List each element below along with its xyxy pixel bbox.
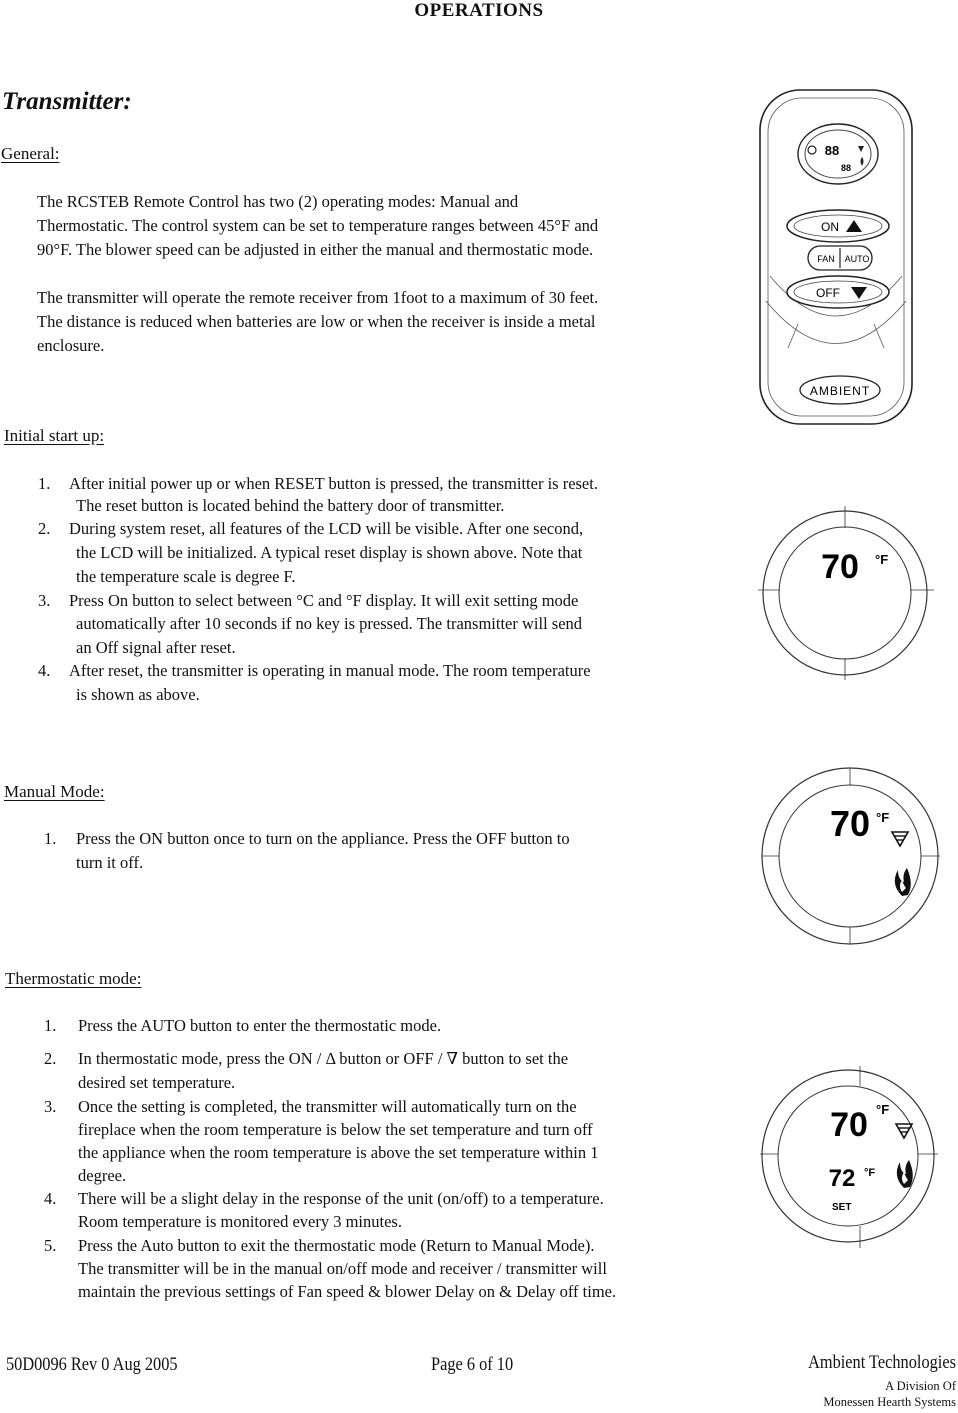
list-item-line: In thermostatic mode, press the ON / Δ button or OFF / ∇ button to set the: [78, 1049, 569, 1068]
on-button[interactable]: [787, 210, 889, 242]
list-item-line: The transmitter will be in the manual on/off mode and receiver / transmitter will: [78, 1259, 607, 1278]
parent-company: Monessen Hearth Systems: [823, 1395, 956, 1409]
room-temperature: 70: [821, 548, 859, 586]
list-number: 3.: [44, 1097, 57, 1116]
list-number: 2.: [38, 519, 51, 538]
general-p1-line: 90°F. The blower speed can be adjusted in either the manual and thermostatic mode.: [37, 240, 594, 259]
list-item-line: After initial power up or when RESET button is pressed, the transmitter is reset.: [69, 474, 598, 493]
room-temperature: 70: [830, 1106, 868, 1144]
general-p2-line: enclosure.: [37, 336, 105, 355]
remote-lcd-sub: 88: [840, 163, 852, 173]
set-label: SET: [832, 1202, 852, 1213]
list-item-line: The reset button is located behind the battery door of transmitter.: [76, 496, 505, 515]
auto-button-label: AUTO: [844, 254, 870, 264]
off-button-label: OFF: [816, 286, 840, 300]
list-item-line: Press the Auto button to exit the thermostatic mode (Return to Manual Mode).: [78, 1236, 595, 1255]
general-p2-line: The transmitter will operate the remote receiver from 1foot to a maximum of 30 feet.: [37, 288, 599, 307]
off-button[interactable]: [787, 276, 889, 308]
list-item-line: is shown as above.: [76, 685, 200, 704]
set-temperature-unit: °F: [864, 1167, 876, 1179]
remote-lcd: [798, 124, 878, 184]
list-item-line: the temperature scale is degree F.: [76, 567, 296, 586]
list-number: 5.: [44, 1236, 57, 1255]
document-id: 50D0096 Rev 0 Aug 2005: [6, 1354, 178, 1375]
fan-auto-button-group: [808, 246, 872, 270]
lcd-reset-display: [756, 502, 938, 684]
list-item-line: There will be a slight delay in the response of the unit (on/off) to a temperature.: [78, 1189, 604, 1208]
list-item-line: Press the ON button once to turn on the appliance. Press the OFF button to: [76, 829, 570, 848]
list-number: 1.: [44, 829, 57, 848]
list-item-line: the LCD will be initialized. A typical reset display is shown above. Note that: [76, 543, 583, 562]
company-division: A Division Of: [885, 1379, 956, 1393]
page-number: Page 6 of 10: [431, 1354, 514, 1375]
fan-button-label: FAN: [817, 254, 835, 264]
list-number: 2.: [44, 1049, 57, 1068]
section-title-transmitter: Transmitter:: [2, 88, 132, 115]
company-name: Ambient Technologies: [808, 1352, 956, 1373]
list-item-line: degree.: [78, 1166, 127, 1185]
list-item-line: an Off signal after reset.: [76, 638, 236, 657]
general-p1-line: Thermostatic. The control system can be set to temperature ranges between 45°F and: [37, 216, 599, 235]
list-item-line: Press the AUTO button to enter the thermostatic mode.: [78, 1016, 442, 1035]
list-number: 1.: [38, 474, 51, 493]
lcd-manual-display: [756, 764, 946, 948]
list-item-line: turn it off.: [76, 853, 144, 872]
auto-button[interactable]: [845, 254, 870, 264]
remote-control-illustration: [756, 86, 918, 430]
general-p1-line: The RCSTEB Remote Control has two (2) operating modes: Manual and: [37, 192, 519, 211]
list-number: 3.: [38, 591, 51, 610]
general-heading: General:: [1, 144, 60, 163]
initial-heading: Initial start up:: [4, 426, 105, 445]
temperature-unit: °F: [876, 810, 890, 825]
list-item-line: maintain the previous settings of Fan speed & blower Delay on & Delay off time.: [78, 1282, 617, 1301]
list-item-line: Room temperature is monitored every 3 minutes.: [78, 1212, 402, 1231]
lcd-thermostatic-display: [756, 1060, 942, 1252]
temperature-unit: °F: [876, 1102, 890, 1117]
brand-label: AMBIENT: [809, 384, 871, 398]
set-temperature: 72: [828, 1165, 856, 1192]
list-item-line: Press On button to select between °C and °F display. It will exit setting mode: [69, 591, 579, 610]
thermostatic-heading: Thermostatic mode:: [5, 969, 142, 988]
list-number: 4.: [44, 1189, 57, 1208]
list-number: 1.: [44, 1016, 57, 1035]
on-button-label: ON: [821, 220, 839, 234]
manual-heading: Manual Mode:: [4, 782, 105, 801]
list-item-line: desired set temperature.: [78, 1073, 236, 1092]
remote-lcd-main: 88: [824, 143, 840, 158]
list-item-line: During system reset, all features of the LCD will be visible. After one second,: [69, 519, 584, 538]
room-temperature: 70: [829, 803, 871, 844]
list-item-line: fireplace when the room temperature is below the set temperature and turn off: [78, 1120, 593, 1139]
brand-badge: [800, 376, 880, 404]
fan-button[interactable]: [817, 254, 835, 264]
temperature-unit: °F: [875, 552, 889, 567]
list-item-line: automatically after 10 seconds if no key is pressed. The transmitter will send: [76, 614, 583, 633]
list-item-line: After reset, the transmitter is operating in manual mode. The room temperature: [69, 661, 591, 680]
general-p2-line: The distance is reduced when batteries are low or when the receiver is inside a metal: [37, 312, 596, 331]
page-title: OPERATIONS: [414, 0, 544, 21]
list-number: 4.: [38, 661, 51, 680]
list-item-line: Once the setting is completed, the transmitter will automatically turn on the: [78, 1097, 577, 1116]
list-item-line: the appliance when the room temperature is above the set temperature within 1: [78, 1143, 599, 1162]
